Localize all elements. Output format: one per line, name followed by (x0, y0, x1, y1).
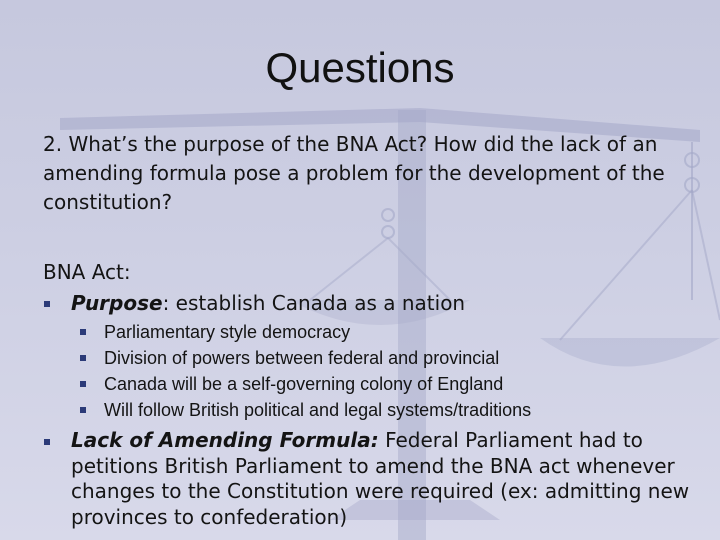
sub-item: Canada will be a self-governing colony of England (104, 374, 504, 394)
purpose-heading: Purpose (71, 291, 163, 315)
sub-bullet-icon (80, 407, 86, 413)
sub-item: Will follow British political and legal systems/traditions (104, 400, 532, 420)
bullet-icon (44, 301, 50, 307)
sub-bullet-icon (80, 381, 86, 387)
sub-bullet-icon (80, 329, 86, 335)
lack-item (71, 428, 701, 530)
sub-item: Parliamentary style democracy (104, 322, 351, 342)
lack-heading: Lack of Amending Formula: (71, 428, 379, 452)
section-label: BNA Act: (43, 260, 131, 284)
purpose-text: : establish Canada as a nation (162, 291, 466, 315)
question-text: 2. What’s the purpose of the BNA Act? How did the lack of an amending formula pose a problem for the development of the constitution? (43, 132, 665, 214)
lack-text: Federal Parliament had to petitions British Parliament to amend the BNA act whenever changes to the Constitution were required (ex: admitting new provinces to confederation) (71, 428, 690, 529)
slide-title: Questions (265, 44, 455, 91)
sub-bullet-icon (80, 355, 86, 361)
sub-item: Division of powers between federal and provincial (104, 348, 500, 368)
bullet-icon (44, 439, 50, 445)
purpose-item (71, 290, 465, 316)
